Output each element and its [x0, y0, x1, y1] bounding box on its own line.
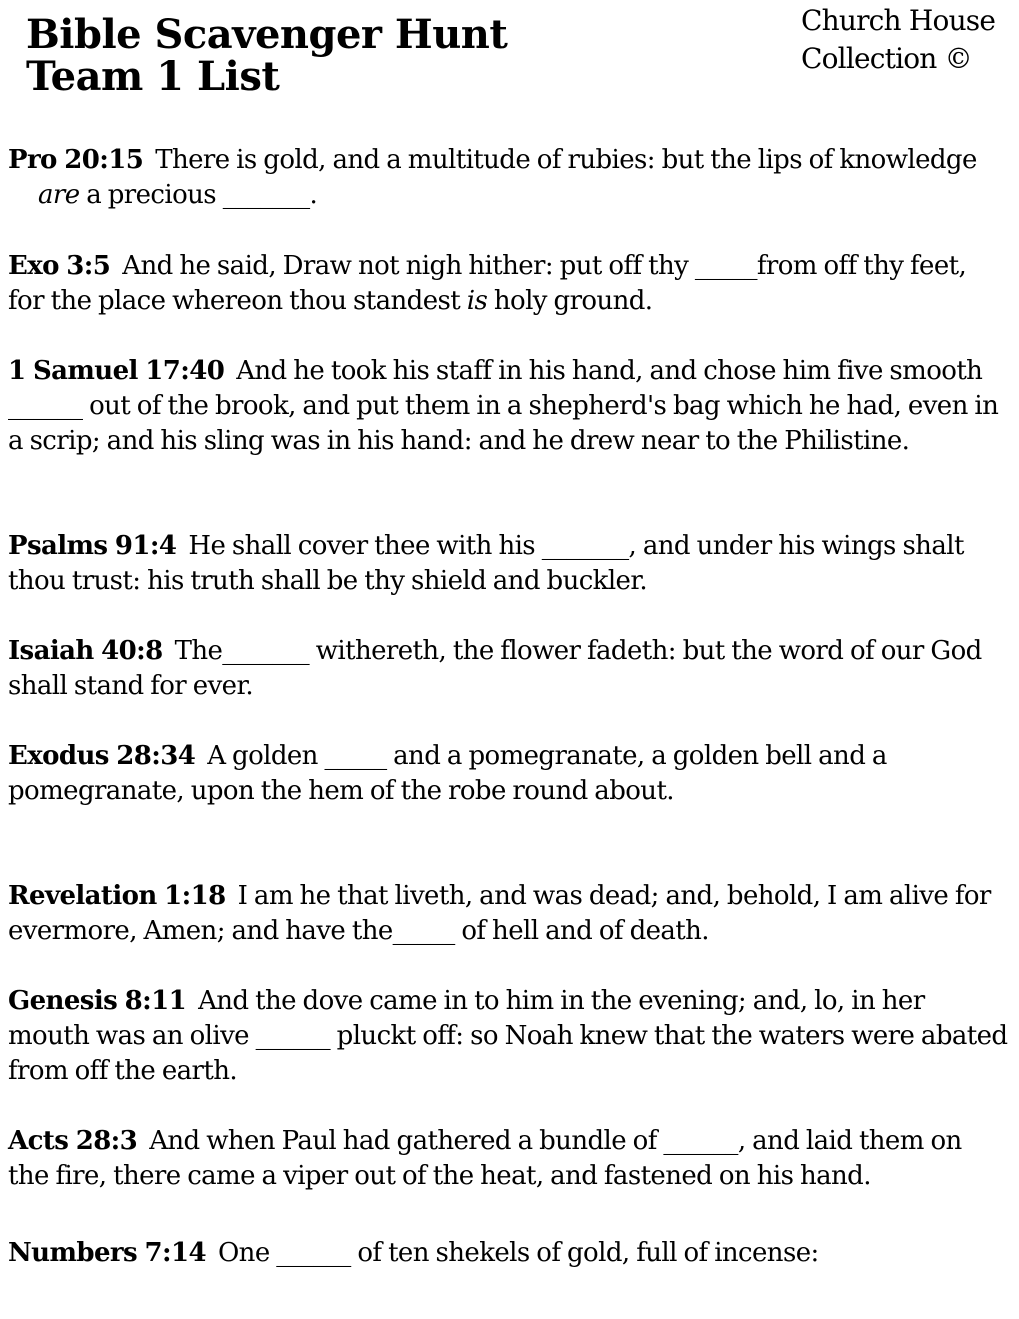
verse-reference: Isaiah 40:8 — [8, 636, 163, 666]
verse-reference: Genesis 8:11 — [8, 986, 187, 1016]
verse-exodus-28 — [8, 739, 1008, 809]
verse-acts — [8, 1124, 1008, 1194]
verse-text: And the dove came in to him in the evening; and, lo, in her mouth was an olive ______ pluckt off: so Noah knew that the waters were abated from off the earth. — [8, 986, 1008, 1086]
page-title — [26, 11, 508, 100]
verse-reference: Pro 20:15 — [8, 145, 144, 175]
verse-text: There is gold, and a multitude of rubies: but the lips of knowledge — [155, 145, 977, 175]
verse-1-samuel — [8, 354, 1008, 459]
verse-text: And when Paul had gathered a bundle of ______, and laid them on the fire, there came a viper out of the heat, and fastened on his hand. — [8, 1126, 962, 1191]
verse-reference: Exodus 28:34 — [8, 741, 196, 771]
verse-text: I am he that liveth, and was dead; and, behold, I am alive for evermore, Amen; and have the_____ of hell and of death. — [8, 881, 991, 946]
copyright-line-1: Church House — [801, 4, 996, 37]
verse-proverbs — [8, 143, 1008, 213]
copyright-line-2: Collection © — [801, 42, 972, 75]
verse-text: And he said, Draw not nigh hither: put off thy _____from off thy feet, for the place whereon thou standest — [8, 251, 967, 316]
verse-exodus-3 — [8, 249, 1008, 319]
verse-reference: 1 Samuel 17:40 — [8, 356, 225, 386]
verse-reference: Revelation 1:18 — [8, 881, 226, 911]
verse-text-end: holy ground. — [487, 286, 653, 316]
verse-reference: Psalms 91:4 — [8, 531, 177, 561]
title-line-1: Bible Scavenger Hunt — [26, 11, 508, 58]
verse-text: One ______ of ten shekels of gold, full of incense: — [217, 1238, 819, 1268]
verse-reference: Exo 3:5 — [8, 251, 111, 281]
verse-genesis — [8, 984, 1008, 1089]
verse-text: He shall cover thee with his _______, and under his wings shalt thou trust: his truth shall be thy shield and buckler. — [8, 531, 964, 596]
verse-numbers — [8, 1236, 1008, 1271]
verse-psalms — [8, 529, 1008, 599]
verse-text: And he took his staff in his hand, and chose him five smooth ______ out of the brook, and put them in a shepherd's bag which he had, even in a scrip; and his sling was in his hand: and he drew near to the Philistine. — [8, 356, 999, 456]
verse-text: A golden _____ and a pomegranate, a golden bell and a pomegranate, upon the hem of the robe round about. — [8, 741, 887, 806]
verse-reference: Acts 28:3 — [8, 1126, 138, 1156]
verse-text: The_______ withereth, the flower fadeth: but the word of our God shall stand for ever. — [8, 636, 982, 701]
verse-text-end: a precious _______. — [79, 180, 318, 210]
copyright-notice — [801, 2, 995, 78]
verse-reference: Numbers 7:14 — [8, 1238, 206, 1268]
verse-revelation — [8, 879, 1008, 949]
title-line-2: Team 1 List — [26, 53, 280, 100]
verse-italic-word: are — [38, 180, 80, 210]
verse-isaiah — [8, 634, 1008, 704]
verse-italic-word: is — [466, 286, 488, 316]
